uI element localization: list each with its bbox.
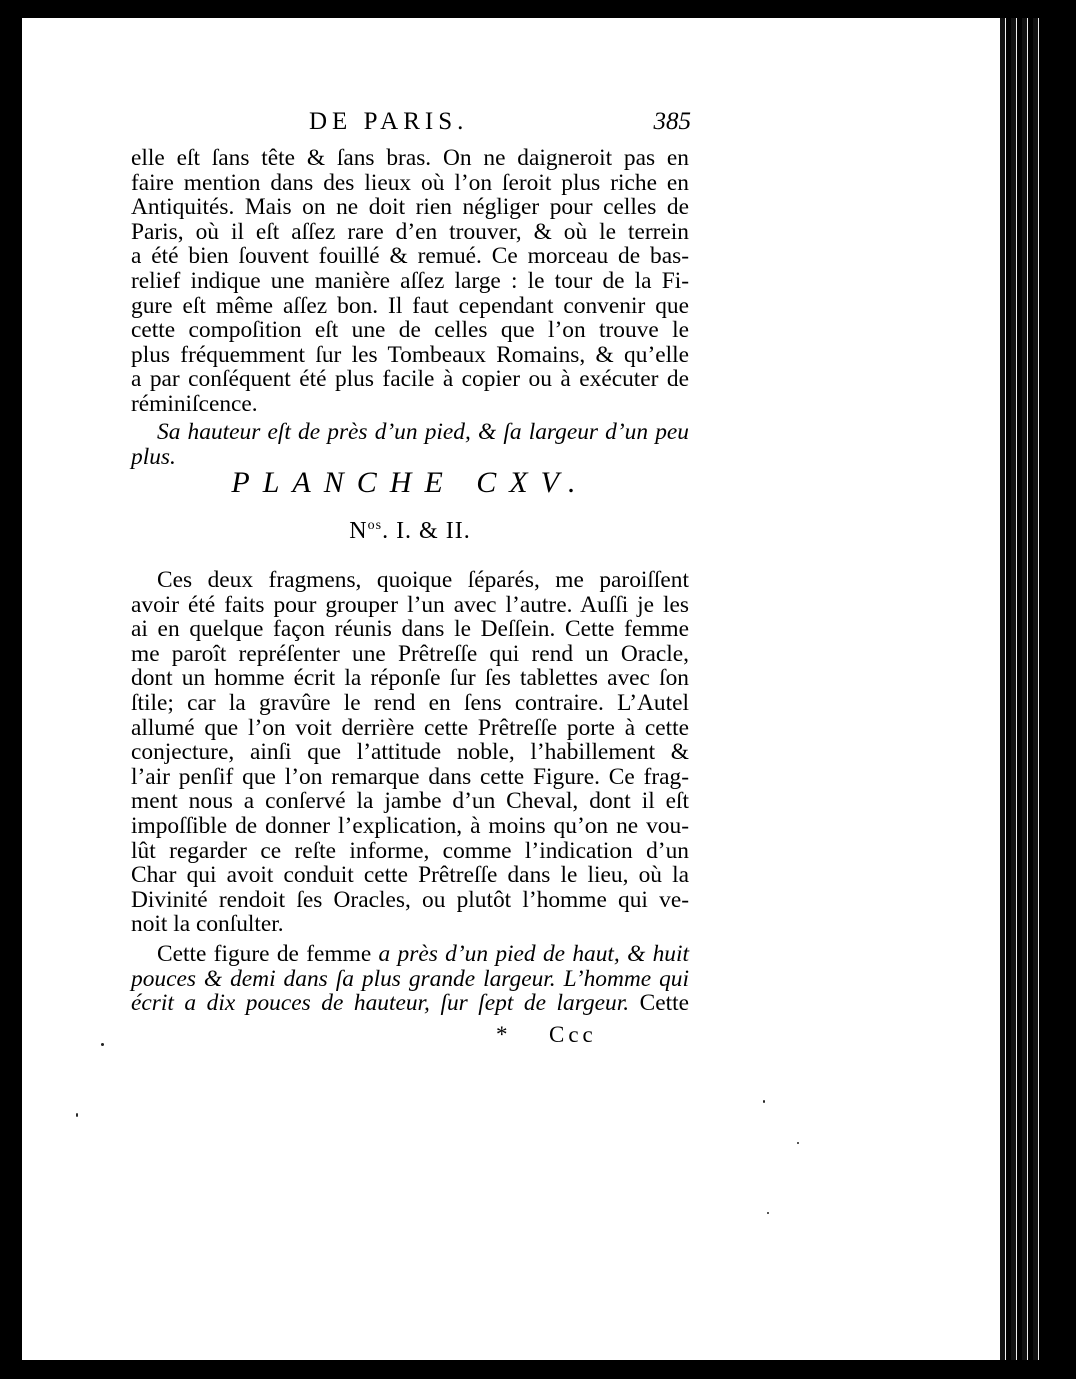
text-line: dont un homme écrit la réponſe ſur ſes tablettes avec ſon [131, 665, 689, 692]
text-line [131, 942, 689, 967]
text-line: avoir été faits pour grouper l’un avec l’autre. Auſſi je les [131, 591, 689, 618]
dimensions-paragraph [131, 420, 689, 469]
text-line: lût regarder ce reſte informe, comme l’indication d’un [131, 837, 689, 864]
numbers-superscript: os [367, 518, 383, 533]
text-line: gure eſt même aſſez bon. Il faut cependant convenir que [131, 292, 689, 319]
text-line: conjecture, ainſi que l’attitude noble, l’habillement & [131, 739, 689, 766]
text-line: plus. [131, 443, 176, 470]
signature-letters: Ccc [549, 1022, 597, 1047]
text-line: cette compoſition eſt une de celles que l’on trouve le [131, 317, 689, 344]
text-line: l’air penſif que l’on remarque dans cette Figure. Ce frag- [131, 763, 689, 790]
text-line [131, 991, 689, 1016]
numbers-rest: . I. & II. [382, 518, 471, 544]
plate-heading: PLANCHE CXV. [231, 466, 589, 499]
text-line: me paroît repréſenter une Prêtreſſe qui rend un Oracle, [131, 640, 689, 667]
scan-speck [767, 1212, 769, 1214]
text-line: relief indique une manière aſſez large : le tour de la Fi- [131, 267, 689, 294]
text-line: Sa hauteur eſt de près d’un pied, & ſa largeur d’un peu [157, 419, 689, 445]
text-line: elle eſt ſans tête & ſans bras. On ne daigneroit pas en [131, 145, 689, 171]
text-line: pouces & demi dans ſa plus grande largeur. L’homme qui [131, 965, 689, 992]
text-line: plus fréquemment ſur les Tombeaux Romains, & qu’elle [131, 341, 689, 368]
running-head [131, 108, 689, 138]
text-run-italic: a près d’un pied de haut, & huit [378, 941, 690, 967]
scan-speck [797, 1142, 799, 1144]
text-line: Char qui avoit conduit cette Prêtreſſe dans le lieu, où la [131, 862, 689, 889]
text-run: Cette [629, 990, 689, 1017]
numbers-heading [131, 518, 689, 545]
text-line: impoſſible de donner l’explication, à moins qu’on ne vou- [131, 812, 689, 839]
scan-speck [76, 1113, 78, 1117]
paragraph-description [131, 568, 689, 937]
text-line: faire mention dans des lieux où l’on ſeroit plus riche en [131, 169, 689, 196]
text-line: Paris, où il eſt aſſez rare d’en trouver, & où le terrein [131, 218, 689, 245]
text-line: allumé que l’on voit derrière cette Prêtreſſe porte à cette [131, 714, 689, 741]
text-run-italic: écrit a dix pouces de hauteur, ſur ſept de largeur. [131, 990, 630, 1017]
text-line: a par conſéquent été plus facile à copier ou à exécuter de [131, 366, 689, 393]
scan-speck [101, 1043, 104, 1046]
text-line: réminiſcence. [131, 390, 258, 417]
scan-speck [763, 1100, 765, 1103]
text-run: Cette figure de femme [157, 941, 379, 967]
text-line: ment nous a conſervé la jambe d’un Cheval, dont il eſt [131, 788, 689, 815]
running-head-title: DE PARIS. [309, 108, 469, 135]
signature-asterisk: * [496, 1022, 508, 1047]
numbers-prefix: N [349, 518, 368, 544]
text-line: Divinité rendoit ſes Oracles, ou plutôt l’homme qui ve- [131, 886, 689, 913]
text-line: ai en quelque façon réunis dans le Deſſein. Cette femme [131, 616, 689, 643]
text-line: Antiquités. Mais on ne doit rien négliger pour celles de [131, 194, 689, 221]
text-line: a été bien ſouvent fouillé & remué. Ce morceau de bas- [131, 243, 689, 270]
paragraph-continuation [131, 146, 689, 417]
scan-edge-shadow [1000, 18, 1040, 1360]
page-number: 385 [653, 108, 691, 135]
text-line: noit la conſulter. [131, 911, 284, 938]
paragraph-measurements [131, 942, 689, 1016]
text-line: ſtile; car la gravûre le rend en ſens contraire. L’Autel [131, 689, 689, 716]
text-line: Ces deux fragmens, quoique ſéparés, me paroiſſent [157, 567, 689, 593]
